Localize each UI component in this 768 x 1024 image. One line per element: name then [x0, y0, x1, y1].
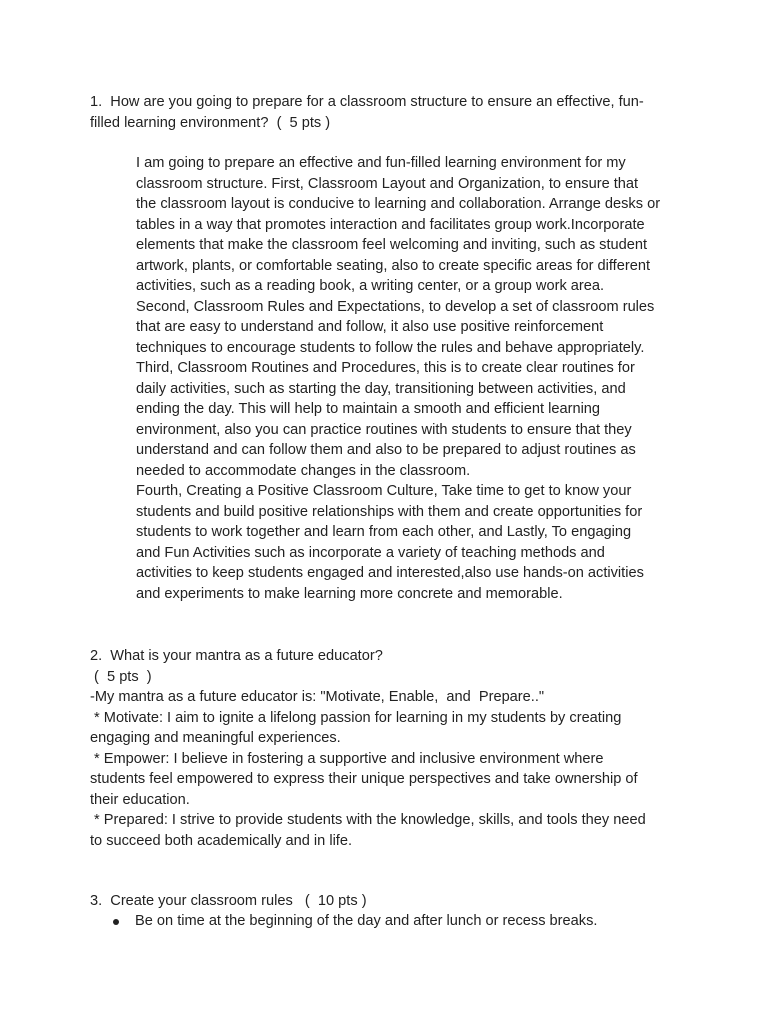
answer-1-line: that are easy to understand and follow, it also use positive reinforcement — [136, 319, 604, 335]
answer-1-line: the classroom layout is conducive to learning and collaboration. Arrange desks or — [136, 196, 661, 212]
answer-1-line: Fourth, Creating a Positive Classroom Culture, Take time to get to know your — [136, 483, 632, 499]
mantra-detail-line: * Prepared: I strive to provide students with the knowledge, skills, and tools they need — [90, 812, 646, 828]
mantra-detail-line: * Empower: I believe in fostering a supportive and inclusive environment where — [90, 750, 604, 767]
answer-1-line: daily activities, such as starting the day, transitioning between activities, and — [136, 380, 626, 397]
question-1-line: filled learning environment? ( 5 pts ) — [90, 114, 331, 131]
answer-1-line: students and build positive relationships with them and create opportunities for — [136, 503, 643, 520]
question-1-line: 1. How are you going to prepare for a classroom structure to ensure an effective, fun- — [90, 94, 644, 110]
answer-1-line: students to work together and learn from each other, and Lastly, To engaging — [136, 524, 632, 540]
mantra-detail-line: to succeed both academically and in life. — [90, 832, 353, 849]
question-2-line: 2. What is your mantra as a future educator? — [90, 648, 383, 664]
answer-1-line: and Fun Activities such as incorporate a variety of teaching methods and — [136, 544, 605, 561]
answer-1-line: I am going to prepare an effective and fun-filled learning environment for my — [136, 155, 626, 171]
answer-1-line: artwork, plants, or comfortable seating, also to create specific areas for different — [136, 257, 651, 274]
answer-1-line: needed to accommodate changes in the classroom. — [136, 462, 471, 479]
answer-1-line: environment, also you can practice routines with students to ensure that they — [136, 421, 632, 438]
bullet-icon — [113, 919, 119, 925]
mantra-detail-line: their education. — [90, 791, 190, 808]
answer-1-line: understand and can follow them and also to be prepared to adjust routines as — [136, 442, 636, 458]
answer-1-line: ending the day. This will help to maintain a smooth and efficient learning — [136, 401, 601, 417]
answer-1-line: tables in a way that promotes interaction and facilitates group work.Incorporate — [136, 216, 645, 233]
mantra-detail-line: engaging and meaningful experiences. — [90, 730, 341, 746]
answer-1-line: and experiments to make learning more concrete and memorable. — [136, 585, 563, 602]
answer-1-line: activities to keep students engaged and interested,also use hands-on activities — [136, 565, 644, 581]
question-3 — [90, 891, 680, 912]
answer-1-line: elements that make the classroom feel welcoming and inviting, such as student — [136, 237, 648, 253]
mantra-detail-line: students feel empowered to express their unique perspectives and take ownership of — [90, 771, 638, 787]
mantra-detail-line: * Motivate: I aim to ignite a lifelong passion for learning in my students by creating — [90, 709, 622, 726]
answer-1-line: Second, Classroom Rules and Expectations, to develop a set of classroom rules — [136, 298, 655, 315]
rule-text: Be on time at the beginning of the day and after lunch or recess breaks. — [135, 913, 598, 929]
question-3-heading: 3. Create your classroom rules ( 10 pts ) — [90, 893, 367, 909]
answer-1-line: Third, Classroom Routines and Procedures, this is to create clear routines for — [136, 360, 635, 376]
question-2 — [90, 646, 690, 851]
mantra-line: -My mantra as a future educator is: "Motivate, Enable, and Prepare.." — [90, 689, 545, 705]
rule-list-item — [113, 911, 693, 932]
question-2-points: ( 5 pts ) — [90, 668, 152, 685]
answer-1-line: activities, such as a reading book, a writing center, or a group work area. — [136, 278, 605, 294]
answer-1-line: classroom structure. First, Classroom Layout and Organization, to ensure that — [136, 175, 639, 192]
question-1 — [90, 92, 680, 133]
answer-1 — [136, 153, 696, 604]
answer-1-line: techniques to encourage students to follow the rules and behave appropriately. — [136, 339, 645, 356]
